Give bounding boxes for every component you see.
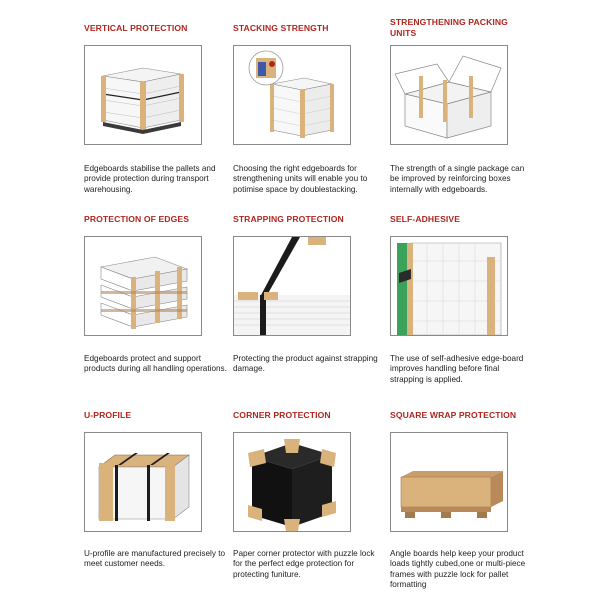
- corner-protector-icon: [233, 432, 351, 532]
- square-wrap-icon: [390, 432, 508, 532]
- card-title: STRAPPING PROTECTION: [233, 214, 344, 224]
- card-title: CORNER PROTECTION: [233, 410, 331, 420]
- card-title: STACKING STRENGTH: [233, 23, 329, 33]
- card-description: Paper corner protector with puzzle lock for the perfect edge protection for protecting funiture.: [233, 549, 375, 579]
- open-box-icon: [390, 45, 508, 145]
- card-title: SQUARE WRAP PROTECTION: [390, 410, 517, 420]
- card-description: U-profile are manufactured precisely to meet customer needs.: [84, 549, 226, 569]
- card-title: PROTECTION OF EDGES: [84, 214, 190, 224]
- card-description: Protecting the product against strapping damage.: [233, 354, 378, 374]
- card-description: The use of self-adhesive edge-board improves handling before final strapping is applied.: [390, 354, 524, 384]
- board-stack-icon: [84, 236, 202, 336]
- card-description: The strength of a single package can be improved by reinforcing boxes internally with edgeboards.: [390, 164, 525, 194]
- strap-corner-icon: [233, 236, 351, 336]
- card-description: Choosing the right edgeboards for strengthening units will enable you to potimise space by doublestacking.: [233, 164, 368, 194]
- card-description: Edgeboards stabilise the pallets and provide protection during transport warehousing.: [84, 164, 216, 194]
- card-description: Angle boards help keep your product loads tightly cubed,one or multi-piece frames with puzzle lock for pallet formatting: [390, 549, 526, 590]
- card-title: U-PROFILE: [84, 410, 132, 420]
- card-description: Edgeboards protect and support products during all handling operations.: [84, 354, 227, 374]
- u-profile-icon: [84, 432, 202, 532]
- card-title: SELF-ADHESIVE: [390, 214, 461, 224]
- stacked-pallet-icon: [233, 45, 351, 145]
- adhesive-edge-icon: [390, 236, 508, 336]
- card-title: VERTICAL PROTECTION: [84, 23, 188, 33]
- pallet-edgeboard-icon: [84, 45, 202, 145]
- card-title: STRENGTHENING PACKING UNITS: [390, 17, 508, 38]
